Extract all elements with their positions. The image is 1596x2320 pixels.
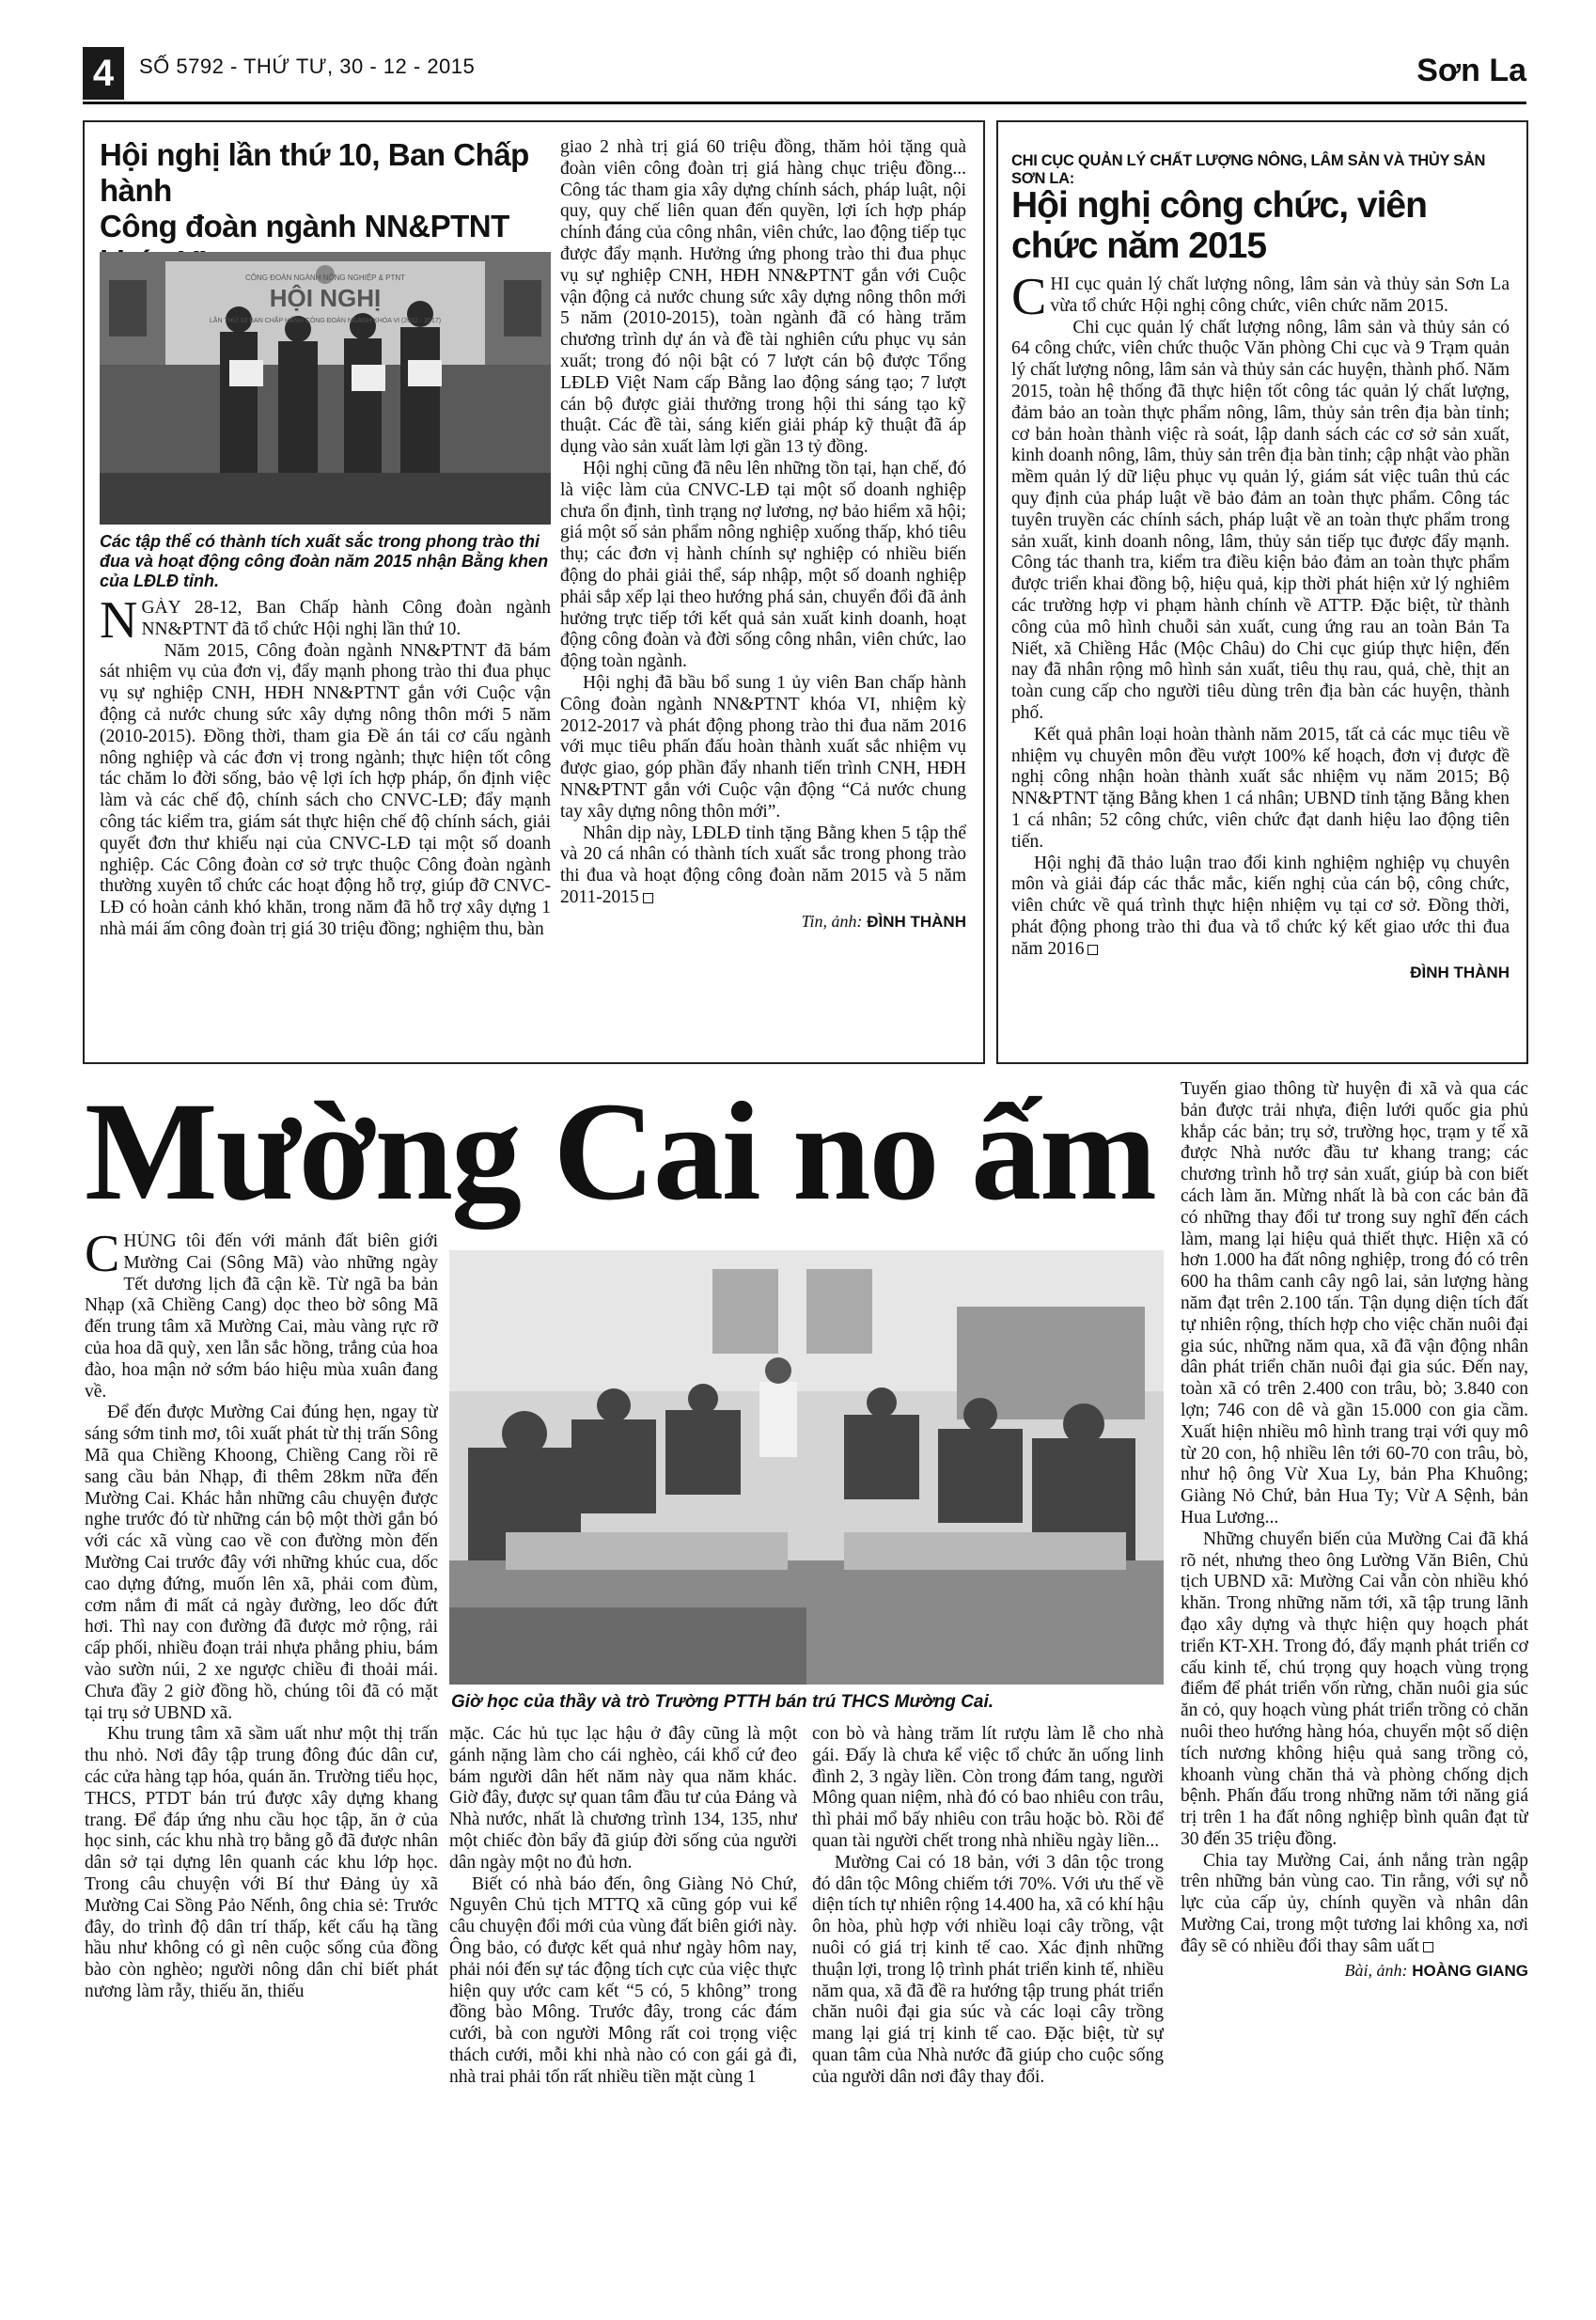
classroom-photo-caption: Giờ học của thầy và trò Trường PTTH bán trú THCS Mường Cai.: [451, 1692, 994, 1712]
article-muongcai-paragraph: Để đến được Mường Cai đúng hẹn, ngay từ sáng sớm tinh mơ, tôi xuất phát từ thị trấn Sông Mã qua Chiềng Khoong, Chiềng Cang rồi rẽ sang cầu bản Nhạp, đi thêm 28km nữa đến Mường Cai. Khác hẳn những câu chuyện được nghe trước đó từ những cán bộ một thời gắn bó với các xã vùng cao về con đường mòn đến Mường Cai trước đây với những khúc cua, dốc cao dựng đứng, muốn lên xã, phải com đùm, cơm nắm đi mất cả ngày đường, leo dốc đứt hơi. Thì nay con đường đã được mở rộng, rải cấp phối, nhiều đoạn trải nhựa phẳng phiu, bám vào sườn núi, 2 xe ngược chiều đi thoải mái. Chưa đầy 2 giờ đồng hồ, chúng tôi đã có mặt tại trụ sở UBND xã.: [85, 1403, 438, 1723]
article-muongcai-col3: [812, 1724, 1164, 2290]
article-muongcai-col4: [1181, 1079, 1528, 2290]
meeting-photo-illustration: [100, 252, 551, 525]
article-congdoan-col1: [100, 598, 551, 1047]
page-number: 4: [83, 47, 124, 100]
article-muongcai-paragraph: Mường Cai có 18 bản, với 3 dân tộc trong đó dân tộc Mông chiếm tới 70%. Với ưu thế về diện tích tự nhiên rộng 14.400 ha, xã có khí hậu ôn hòa, phù hợp với nhiều loại cây trồng, vật nuôi có giá trị kinh tế cao. Xác định những thuận lợi, trong lộ trình phát triển kinh tế, nhiều năm qua, xã đã đề ra hướng tập trung phát triển chăn nuôi đại gia súc và các loại cây trồng mang lại giá trị kinh tế cao. Đặc biệt, từ sự quan tâm của Nhà nước đã giúp cho cuộc sống của người dân nơi đây thay đổi.: [812, 1852, 1164, 2087]
article-congdoan-col2: [560, 137, 966, 1047]
dropcap: N: [100, 598, 138, 650]
banner-subtitle: LẦN THỨ 10 BAN CHẤP HÀNH CÔNG ĐOÀN NGÀNH KHÓA VI (2012 - 2017): [209, 318, 442, 324]
classroom-photo-illustration: [449, 1250, 1164, 1685]
article-congdoan-paragraph: Năm 2015, Công đoàn ngành NN&PTNT đã bám sát nhiệm vụ của đơn vị, đẩy mạnh phong trào thi đua phục vụ sự nghiệp CNH, HĐH NN&PTNT gắn với Cuộc vận động cả nước chung sức xây dựng nông thôn mới 5 năm (2010-2015). Đồng thời, tham gia Đề án tái cơ cấu ngành nông nghiệp và các đơn vị trong ngành; thực hiện tốt công tác chăm lo đời sống, bảo vệ lợi ích hợp pháp, ổn định việc làm và các chế độ, chính sách cho CNVC-LĐ; đẩy mạnh công tác kiểm tra, giám sát thực hiện chế độ chính sách, giải quyết đơn thư khiếu nại của CNVC-LĐ tại một số doanh nghiệp. Các Công đoàn cơ sở trực thuộc Công đoàn ngành thường xuyên tổ chức các hoạt động hỗ trợ, giúp đỡ CNVC-LĐ có hoàn cảnh khó khăn, trong năm đã hỗ trợ xây dựng 1 nhà mái ấm công đoàn trị giá 30 triệu đồng; nghiệm thu, bàn: [100, 640, 551, 939]
article-chicuc-paragraph: Chi cục quản lý chất lượng nông, lâm sản và thủy sản có 64 công chức, viên chức thuộc Văn phòng Chi cục và 9 Trạm quản lý chất lượng nông, lâm sản và thủy sản các huyện, thành phố. Năm 2015, toàn hệ thống đã thực hiện tốt công tác quản lý chất lượng, đảm bảo an toàn thực phẩm nông, lâm, thủy sản trên địa bàn tỉnh; cơ bản hoàn thành việc rà soát, lập danh sách các cơ sở sản xuất, kinh doanh nông, lâm, thủy sản trên địa bàn tỉnh; cập nhật vào phần mềm quản lý dữ liệu phục vụ quản lý, giám sát việc tuân thủ các quy định của pháp luật về bảo đảm an toàn thực phẩm. Công tác tuyên truyền các chính sách, pháp luật về an toàn thực phẩm trong sản xuất, kinh doanh nông, lâm, thủy sản tiếp tục được đẩy mạnh. Công tác thanh tra, kiểm tra điều kiện bảo đảm an toàn thực phẩm được triển khai đồng bộ, hiệu quả, kịp thời phát hiện xử lý nghiêm các trường hợp vi phạm hành chính về ATTP. Đặc biệt, từ thành công của mô hình chuỗi sản xuất, cung ứng rau an toàn Bản Ta Niết, xã Chiềng Hắc (Mộc Châu) do Chi cục giúp thực hiện, đến nay đã nhân rộng mô hình sản xuất, tiêu thụ rau, quả, chè, thịt an toàn cung cấp cho người tiêu dùng trên địa bàn các huyện, thành phố.: [1011, 317, 1510, 723]
article-chicuc-title: Hội nghị công chức, viên chức năm 2015: [1011, 185, 1427, 266]
article-congdoan-paragraph: Nhân dịp này, LĐLĐ tỉnh tặng Bằng khen 5 tập thể và 20 cá nhân có thành tích xuất sắc trong phong trào thi đua và hoạt động công đoàn năm 2015 và 5 năm 2011-2015: [560, 823, 966, 907]
end-mark: [643, 893, 653, 903]
section-name: Sơn La: [1416, 53, 1526, 88]
article-muongcai-title: Mường Cai no ấm: [85, 1074, 1155, 1230]
article-congdoan-lead: NGÀY 28-12, Ban Chấp hành Công đoàn ngành NN&PTNT đã tổ chức Hội nghị lần thứ 10.: [100, 598, 551, 650]
dropcap: C: [85, 1231, 120, 1283]
banner-title: HỘI NGHỊ: [269, 284, 382, 312]
article-congdoan-paragraph: Hội nghị đã bầu bổ sung 1 ủy viên Ban chấp hành Công đoàn ngành NN&PTNT khóa VI, nhiệm kỳ 2012-2017 và phát động phong trào thi đua năm 2016 với mục tiêu phấn đấu hoàn thành xuất sắc nhiệm vụ được giao, góp phần đẩy nhanh tiến trình CNH, HĐH NN&PTNT gắn với Cuộc vận động “Cả nước chung tay xây dựng nông thôn mới”.: [560, 672, 966, 822]
end-mark: [1087, 945, 1098, 955]
banner-org: CÔNG ĐOÀN NGÀNH NÔNG NGHIỆP & PTNT: [244, 274, 406, 282]
article-muongcai-byline: Bài, ảnh: HOÀNG GIANG: [1344, 1960, 1528, 1980]
article-congdoan-paragraph: Hội nghị cũng đã nêu lên những tồn tại, hạn chế, đó là việc làm của CNVC-LĐ tại một số doanh nghiệp chưa ổn định, tình trạng nợ lương, nợ bảo hiểm xã hội; giá một số sản phẩm nông nghiệp xuống thấp, khó tiêu thụ; các đơn vị hành chính sự nghiệp có nhiều biến động do phải giải thể, sáp nhập, một số doanh nghiệp phải sắp xếp lại theo hướng phá sản, chuyển đổi đã ảnh hưởng trực tiếp tới kết quả sản xuất kinh doanh, hoạt động công đoàn và đời sống công nhân, viên chức, lao động toàn ngành.: [560, 458, 966, 672]
article-chicuc-paragraph: Hội nghị đã thảo luận trao đổi kinh nghiệm nghiệp vụ chuyên môn và giải đáp các thắc mắc, kiến nghị của cán bộ, công chức, viên chức về quá trình thực hiện nhiệm vụ tại cơ sở. Đồng thời, phát động phong trào thi đua và tổ chức ký kết giao ước thi đua năm 2016: [1011, 853, 1510, 959]
header-rule: [83, 102, 1526, 104]
article-chicuc-lead: CHI cục quản lý chất lượng nông, lâm sản và thủy sản Sơn La vừa tổ chức Hội nghị công chức, viên chức năm 2015.: [1011, 274, 1510, 326]
article-congdoan-paragraph: giao 2 nhà trị giá 60 triệu đồng, thăm hỏi tặng quà đoàn viên công đoàn trị giá hàng chục triệu đồng... Công tác tham gia xây dựng chính sách, pháp luật, nội quy, quy chế liên quan đến quyền, lợi ích hợp pháp chính đáng của công nhân, viên chức, lao động tiếp tục được đẩy mạnh. Hưởng ứng phong trào thi đua phục vụ sự nghiệp CNH, HĐH NN&PTNT gắn với Cuộc vận động cả nước chung sức xây dựng nông thôn mới 5 năm (2010-2015), toàn ngành đã có hàng trăm chương trình dự án và đề tài nghiên cứu phục vụ sản xuất; trong đó nội bật có 7 lượt cán bộ được Tổng LĐLĐ Việt Nam cấp Bằng lao động sáng tạo; 7 lượt cán bộ được giải thưởng trong hội thi sáng tạo kỹ thuật. Các đề tài, sáng kiến giải pháp kỹ thuật đã áp dụng vào sản xuất làm lợi gần 13 tỷ đồng.: [560, 137, 966, 458]
article-chicuc-kicker: CHI CỤC QUẢN LÝ CHẤT LƯỢNG NÔNG, LÂM SẢN VÀ THỦY SẢN SƠN LA:: [1011, 152, 1486, 187]
dropcap: C: [1011, 274, 1047, 326]
article-muongcai-paragraph: Những chuyển biến của Mường Cai đã khá rõ nét, nhưng theo ông Lường Văn Biên, Chủ tịch UBND xã: Mường Cai vẫn còn nhiều khó khăn. Trong những năm tới, xã tập trung lãnh đạo xây dựng và thực hiện quy hoạch phát triển KT-XH. Trong đó, đẩy mạnh phát triển cơ cấu kinh tế, chú trọng quy hoạch vùng trọng điểm để phát triển vốn rừng, chăn nuôi gia súc ăn cỏ, quy hoạch vùng phát triển trồng cỏ chăn nuôi theo hướng hàng hóa, chuyển một số diện tích nương không hiệu quả sang trồng cỏ, khoanh vùng chăn thả và phòng chống dịch bệnh. Phấn đấu trong những năm tới năng giá trị trên 1 ha đất nông nghiệp bình quân đạt từ 30 đến 35 triệu đồng.: [1181, 1528, 1528, 1849]
title-line-2: Công đoàn ngành NN&PTNT: [100, 208, 509, 243]
article-muongcai-paragraph: mặc. Các hủ tục lạc hậu ở đây cũng là một gánh nặng làm cho cái nghèo, cái khổ cứ đeo bám người dân hết năm này qua năm khác. Giờ đây, được sự quan tâm đầu tư của Đảng và Nhà nước, nhất là chương trình 134, 135, như một chiếc đòn bẩy đã giúp đời sống của người dân ngày một no đủ hơn.: [449, 1724, 797, 1873]
article-congdoan-byline: Tin, ảnh: ĐÌNH THÀNH: [801, 911, 966, 931]
article-muongcai-col1: [85, 1231, 438, 2290]
article-chicuc-paragraph: Kết quả phân loại hoàn thành năm 2015, tất cả các mục tiêu về nhiệm vụ chuyên môn đều vượt 100% kế hoạch, đơn vị được đề nghị công nhận hoàn thành xuất sắc nhiệm vụ năm 2015; Bộ NN&PTNT tặng Bằng khen 1 cá nhân; UBND tỉnh tặng Bằng khen 1 cá nhân; 52 công chức, viên chức đạt danh hiệu lao động tiên tiến.: [1011, 724, 1510, 852]
article-muongcai-col2: [449, 1724, 797, 2290]
meeting-photo: [100, 252, 551, 525]
classroom-photo: [449, 1250, 1164, 1685]
title-line-1: Hội nghị lần thứ 10, Ban Chấp hành: [100, 137, 529, 208]
article-muongcai-paragraph: Tuyến giao thông từ huyện đi xã và qua các bản được trải nhựa, điện lưới quốc gia phủ khắp các bản; trụ sở, trường học, trạm y tế xã được Nhà nước đầu tư khang trang; các chương trình hỗ trợ sản xuất, giúp bà con biết cách làm ăn. Mừng nhất là bà con các bản đã có những thay đổi tư trong suy nghĩ đến cách làm, mang lại hiệu quả thiết thực. Hiện xã có hơn 1.000 ha đất nông nghiệp, trong đó có trên 600 ha thâm canh cây ngô lai, sản lượng hàng năm đạt trên 2.100 tấn. Tận dụng diện tích đất tự nhiên rộng, thích hợp cho việc chăn nuôi đại gia súc, những năm qua, xã đã vận động nhân dân phát triển chăn nuôi đại gia súc. Đến nay, toàn xã có trên 2.400 con trâu, bò; 3.840 con lợn; 746 con dê và gần 15.000 con gia cầm. Xuất hiện nhiều mô hình trang trại với quy mô từ 20 con, hộ nhiều lên tới 60-70 con trâu, bò, như hộ ông Vừ Xua Ly, bản Pha Khuông; Giàng Nỏ Chứ, bản Hua Ty; Vừ A Sệnh, bản Hua Lương...: [1181, 1079, 1528, 1528]
end-mark: [1423, 1942, 1433, 1952]
article-chicuc-byline: ĐÌNH THÀNH: [1410, 963, 1510, 981]
article-muongcai-paragraph: con bò và hàng trăm lít rượu làm lễ cho nhà gái. Đấy là chưa kể việc tổ chức ăn uống linh đình 2, 3 ngày liền. Còn trong đám tang, người Mông quan niệm, nhà đó có bao nhiêu con trâu, thì phải mổ bấy nhiêu con trâu hoặc bò. Rồi để quan tài người chết trong nhà nhiều ngày liền...: [812, 1724, 1164, 1851]
article-muongcai-paragraph: Biết có nhà báo đến, ông Giàng Nỏ Chứ, Nguyên Chủ tịch MTTQ xã cũng góp vui kể câu chuyện đổi mới của vùng đất biên giới này. Ông bảo, có được kết quả như ngày hôm nay, phải nói đến sự tác động tích cực của việc thực hiện quy ước cam kết “5 có, 5 không” trong đồng bào Mông. Trước đây, trong các đám cưới, bà con người Mông rất coi trọng việc thách cưới, mỗi khi nhà nào có con gái gả đi, nhà trai phải tốn rất nhiều tiền mặt cùng 1: [449, 1873, 797, 2087]
article-chicuc-body: [1011, 274, 1510, 1047]
article-muongcai-lead: CHÚNG tôi đến với mảnh đất biên giới Mường Cai (Sông Mã) vào những ngày Tết dương lịch đã cận kề. Từ ngã ba bản Nhạp (xã Chiềng Cang) dọc theo bờ sông Mã đến trung tâm xã Mường Cai, màu vàng rực rỡ của hoa dã quỳ, xen lẫn sắc hồng, trắng của hoa đào, hoa mận nở sớm báo hiệu mùa xuân đang về.: [85, 1231, 438, 1402]
article-muongcai-paragraph: Khu trung tâm xã sầm uất như một thị trấn thu nhỏ. Nơi đây tập trung đông đúc dân cư, các cửa hàng tạp hóa, quán ăn. Trường tiểu học, THCS, PTDT bán trú được xây dựng khang trang. Để đáp ứng nhu cầu học tập, ăn ở của học sinh, các khu nhà trọ bằng gỗ đã được nhân dân sở tại dựng lên quanh các khu lớp học. Trong câu chuyện với Bí thư Đảng ủy xã Mường Cai Sồng Pảo Nếnh, ông chia sẻ: Trước đây, do trình độ dân trí thấp, kết cấu hạ tầng hầu như không có gì nên cuộc sống của đồng bào còn nghèo; người nông dân chỉ biết phát nương làm rẫy, thiếu ăn, thiếu: [85, 1724, 438, 2001]
issue-line: SỐ 5792 - THỨ TƯ, 30 - 12 - 2015: [139, 55, 476, 78]
article-muongcai-paragraph: Chia tay Mường Cai, ánh nắng tràn ngập trên những bản vùng cao. Tin rằng, với sự nỗ lực của cấp ủy, chính quyền và nhân dân Mường Cai, trong một tương lai không xa, nơi đây sẽ có nhiều đổi thay sâm uất: [1181, 1850, 1528, 1956]
meeting-photo-caption: Các tập thể có thành tích xuất sắc trong phong trào thi đua và hoạt động công đoàn năm 2015 nhận Bằng khen của LĐLĐ tỉnh.: [100, 532, 549, 590]
